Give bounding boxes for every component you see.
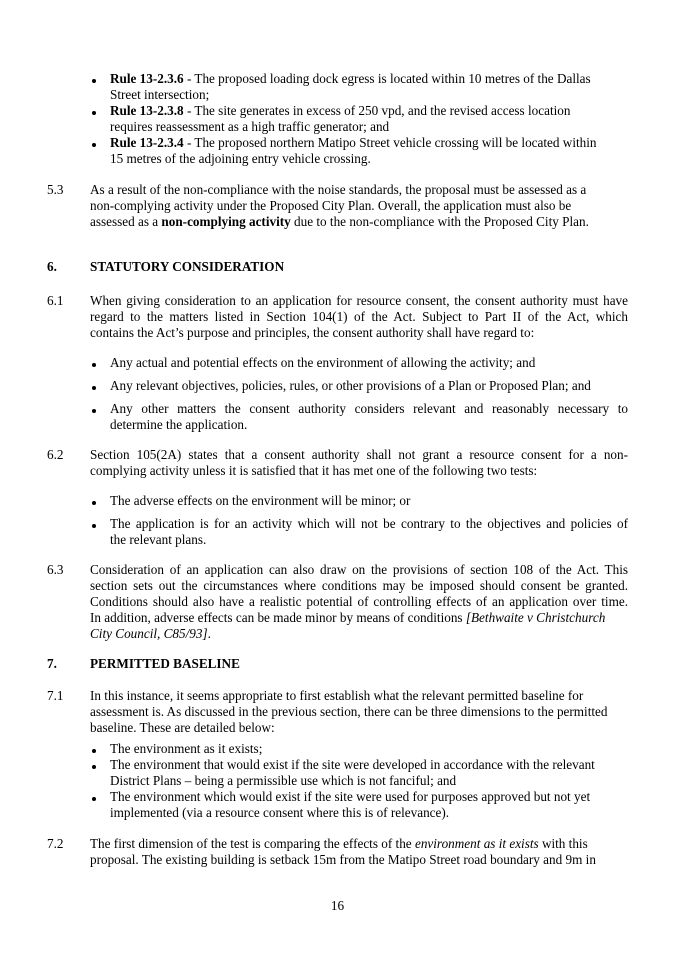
rule-bullet-3-line-1: Rule 13-2.3.4 - The proposed northern Matipo Street vehicle crossing will be located within: [110, 135, 597, 150]
para-6-3-line-3: Conditions should also have a realistic potential of controlling effects of an application over time.: [90, 594, 628, 609]
rule-bullet-1-line-1: Rule 13-2.3.6 - The proposed loading dock egress is located within 10 metres of the Dallas: [110, 71, 591, 86]
para-6-3-line-2: section sets out the circumstances where conditions may be imposed should consent be granted.: [90, 578, 628, 593]
para-7-1-line-2: assessment is. As discussed in the previous section, there can be three dimensions to the permitted: [90, 704, 608, 719]
rule-bullet-1-line-2: Street intersection;: [110, 87, 210, 102]
para-6-3-line-1: Consideration of an application can also draw on the provisions of section 108 of the Act. This: [90, 562, 628, 577]
bullet-icon: [92, 501, 96, 505]
para-5-3-line-2: non-complying activity under the Proposed City Plan. Overall, the application must also be: [90, 198, 572, 213]
bullet-icon: [92, 143, 96, 147]
section-number-7: 7.: [47, 656, 57, 671]
bullet-icon: [92, 111, 96, 115]
bullet-icon: [92, 409, 96, 413]
bullet-icon: [92, 79, 96, 83]
para-7-1-bullet-3-line-2: implemented (via a resource consent where this is of relevance).: [110, 805, 450, 820]
bullet-icon: [92, 797, 96, 801]
para-number-6-1: 6.1: [47, 293, 64, 308]
para-7-1-bullet-2-line-2: District Plans – being a permissible use which is not fanciful; and: [110, 773, 457, 788]
bullet-icon: [92, 765, 96, 769]
para-6-2-line-1: Section 105(2A) states that a consent authority shall not grant a resource consent for a non-: [90, 447, 628, 462]
para-7-2-line-1: The first dimension of the test is comparing the effects of the environment as it exists with this: [90, 836, 588, 851]
para-number-6-3: 6.3: [47, 562, 64, 577]
para-7-2-line-2: proposal. The existing building is setback 15m from the Matipo Street road boundary and 9m in: [90, 852, 596, 867]
para-6-2-bullet-2-line-1: The application is for an activity which will not be contrary to the objectives and policies of: [110, 516, 628, 531]
para-6-3-line-4: In addition, adverse effects can be made minor by means of conditions [Bethwaite v Christchurch: [90, 610, 606, 625]
bullet-icon: [92, 524, 96, 528]
section-heading-6: STATUTORY CONSIDERATION: [90, 259, 285, 274]
bullet-icon: [92, 749, 96, 753]
para-6-1-bullet-3-line-1: Any other matters the consent authority considers relevant and reasonably necessary to: [110, 401, 628, 416]
para-6-1-line-2: regard to the matters listed in Section 104(1) of the Act. Subject to Part II of the Act, which: [90, 309, 628, 324]
para-6-3-line-5: City Council, C85/93].: [90, 626, 211, 641]
para-number-7-1: 7.1: [47, 688, 64, 703]
para-6-1-bullet-1: Any actual and potential effects on the environment of allowing the activity; and: [110, 355, 536, 370]
bullet-icon: [92, 386, 96, 390]
para-6-1-line-3: contains the Act’s purpose and principles, the consent authority shall have regard to:: [90, 325, 535, 340]
para-number-5-3: 5.3: [47, 182, 64, 197]
page-number: 16: [330, 898, 345, 913]
para-6-2-line-2: complying activity unless it is satisfied that it has met one of the following two tests:: [90, 463, 538, 478]
para-6-1-bullet-2: Any relevant objectives, policies, rules, or other provisions of a Plan or Proposed Plan; and: [110, 378, 591, 393]
para-5-3-line-1: As a result of the non-compliance with the noise standards, the proposal must be assessed as a: [90, 182, 587, 197]
para-6-2-bullet-2-line-2: the relevant plans.: [110, 532, 207, 547]
para-5-3-line-3: assessed as a non-complying activity due to the non-compliance with the Proposed City Plan.: [90, 214, 589, 229]
para-number-6-2: 6.2: [47, 447, 64, 462]
para-number-7-2: 7.2: [47, 836, 64, 851]
rule-bullet-2-line-1: Rule 13-2.3.8 - The site generates in excess of 250 vpd, and the revised access location: [110, 103, 571, 118]
para-6-1-bullet-3-line-2: determine the application.: [110, 417, 248, 432]
para-6-2-bullet-1: The adverse effects on the environment will be minor; or: [110, 493, 411, 508]
para-7-1-line-1: In this instance, it seems appropriate to first establish what the relevant permitted baseline for: [90, 688, 584, 703]
section-heading-7: PERMITTED BASELINE: [90, 656, 240, 671]
para-7-1-line-3: baseline. These are detailed below:: [90, 720, 275, 735]
section-number-6: 6.: [47, 259, 57, 274]
rule-bullet-2-line-2: requires reassessment as a high traffic generator; and: [110, 119, 390, 134]
para-7-1-bullet-1: The environment as it exists;: [110, 741, 263, 756]
para-7-1-bullet-2-line-1: The environment that would exist if the site were developed in accordance with the relevant: [110, 757, 595, 772]
rule-bullet-3-line-2: 15 metres of the adjoining entry vehicle crossing.: [110, 151, 371, 166]
para-7-1-bullet-3-line-1: The environment which would exist if the site were used for purposes approved but not yet: [110, 789, 591, 804]
para-6-1-line-1: When giving consideration to an application for resource consent, the consent authority must have: [90, 293, 628, 308]
bullet-icon: [92, 363, 96, 367]
